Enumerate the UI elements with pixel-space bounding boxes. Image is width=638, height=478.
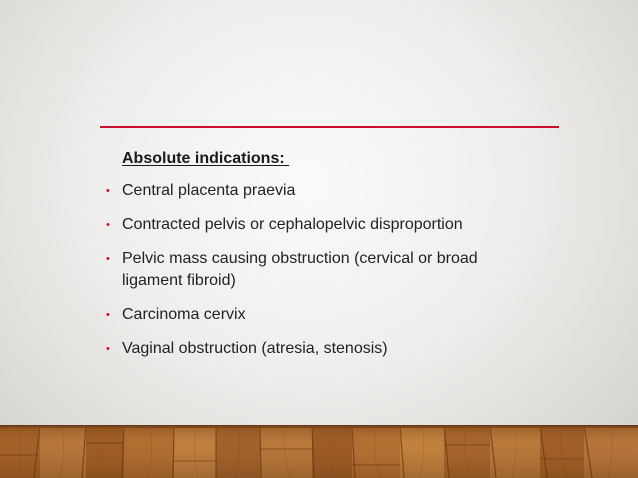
bullet-icon: •	[106, 343, 110, 355]
bullet-text: Pelvic mass causing obstruction (cervical or broad ligament fibroid)	[122, 250, 478, 289]
bullet-item	[106, 180, 536, 202]
floor-edge-shadow	[0, 425, 638, 428]
bullet-item	[106, 338, 536, 360]
bullet-text: Contracted pelvis or cephalopelvic disproportion	[122, 216, 463, 233]
bullet-text: Carcinoma cervix	[122, 306, 246, 323]
bullet-item	[106, 304, 536, 326]
bullet-item	[106, 248, 536, 292]
bullet-icon: •	[106, 253, 110, 265]
bullet-icon: •	[106, 219, 110, 231]
bullet-text: Central placenta praevia	[122, 182, 296, 199]
bullet-list	[106, 180, 536, 372]
bullet-item	[106, 214, 536, 236]
wood-planks-texture	[0, 425, 638, 478]
bullet-text: Vaginal obstruction (atresia, stenosis)	[122, 340, 388, 357]
wood-floor-background	[0, 425, 638, 478]
section-heading: Absolute indications:	[122, 150, 290, 167]
bullet-icon: •	[106, 309, 110, 321]
bullet-icon: •	[106, 185, 110, 197]
title-accent-line	[100, 126, 559, 128]
